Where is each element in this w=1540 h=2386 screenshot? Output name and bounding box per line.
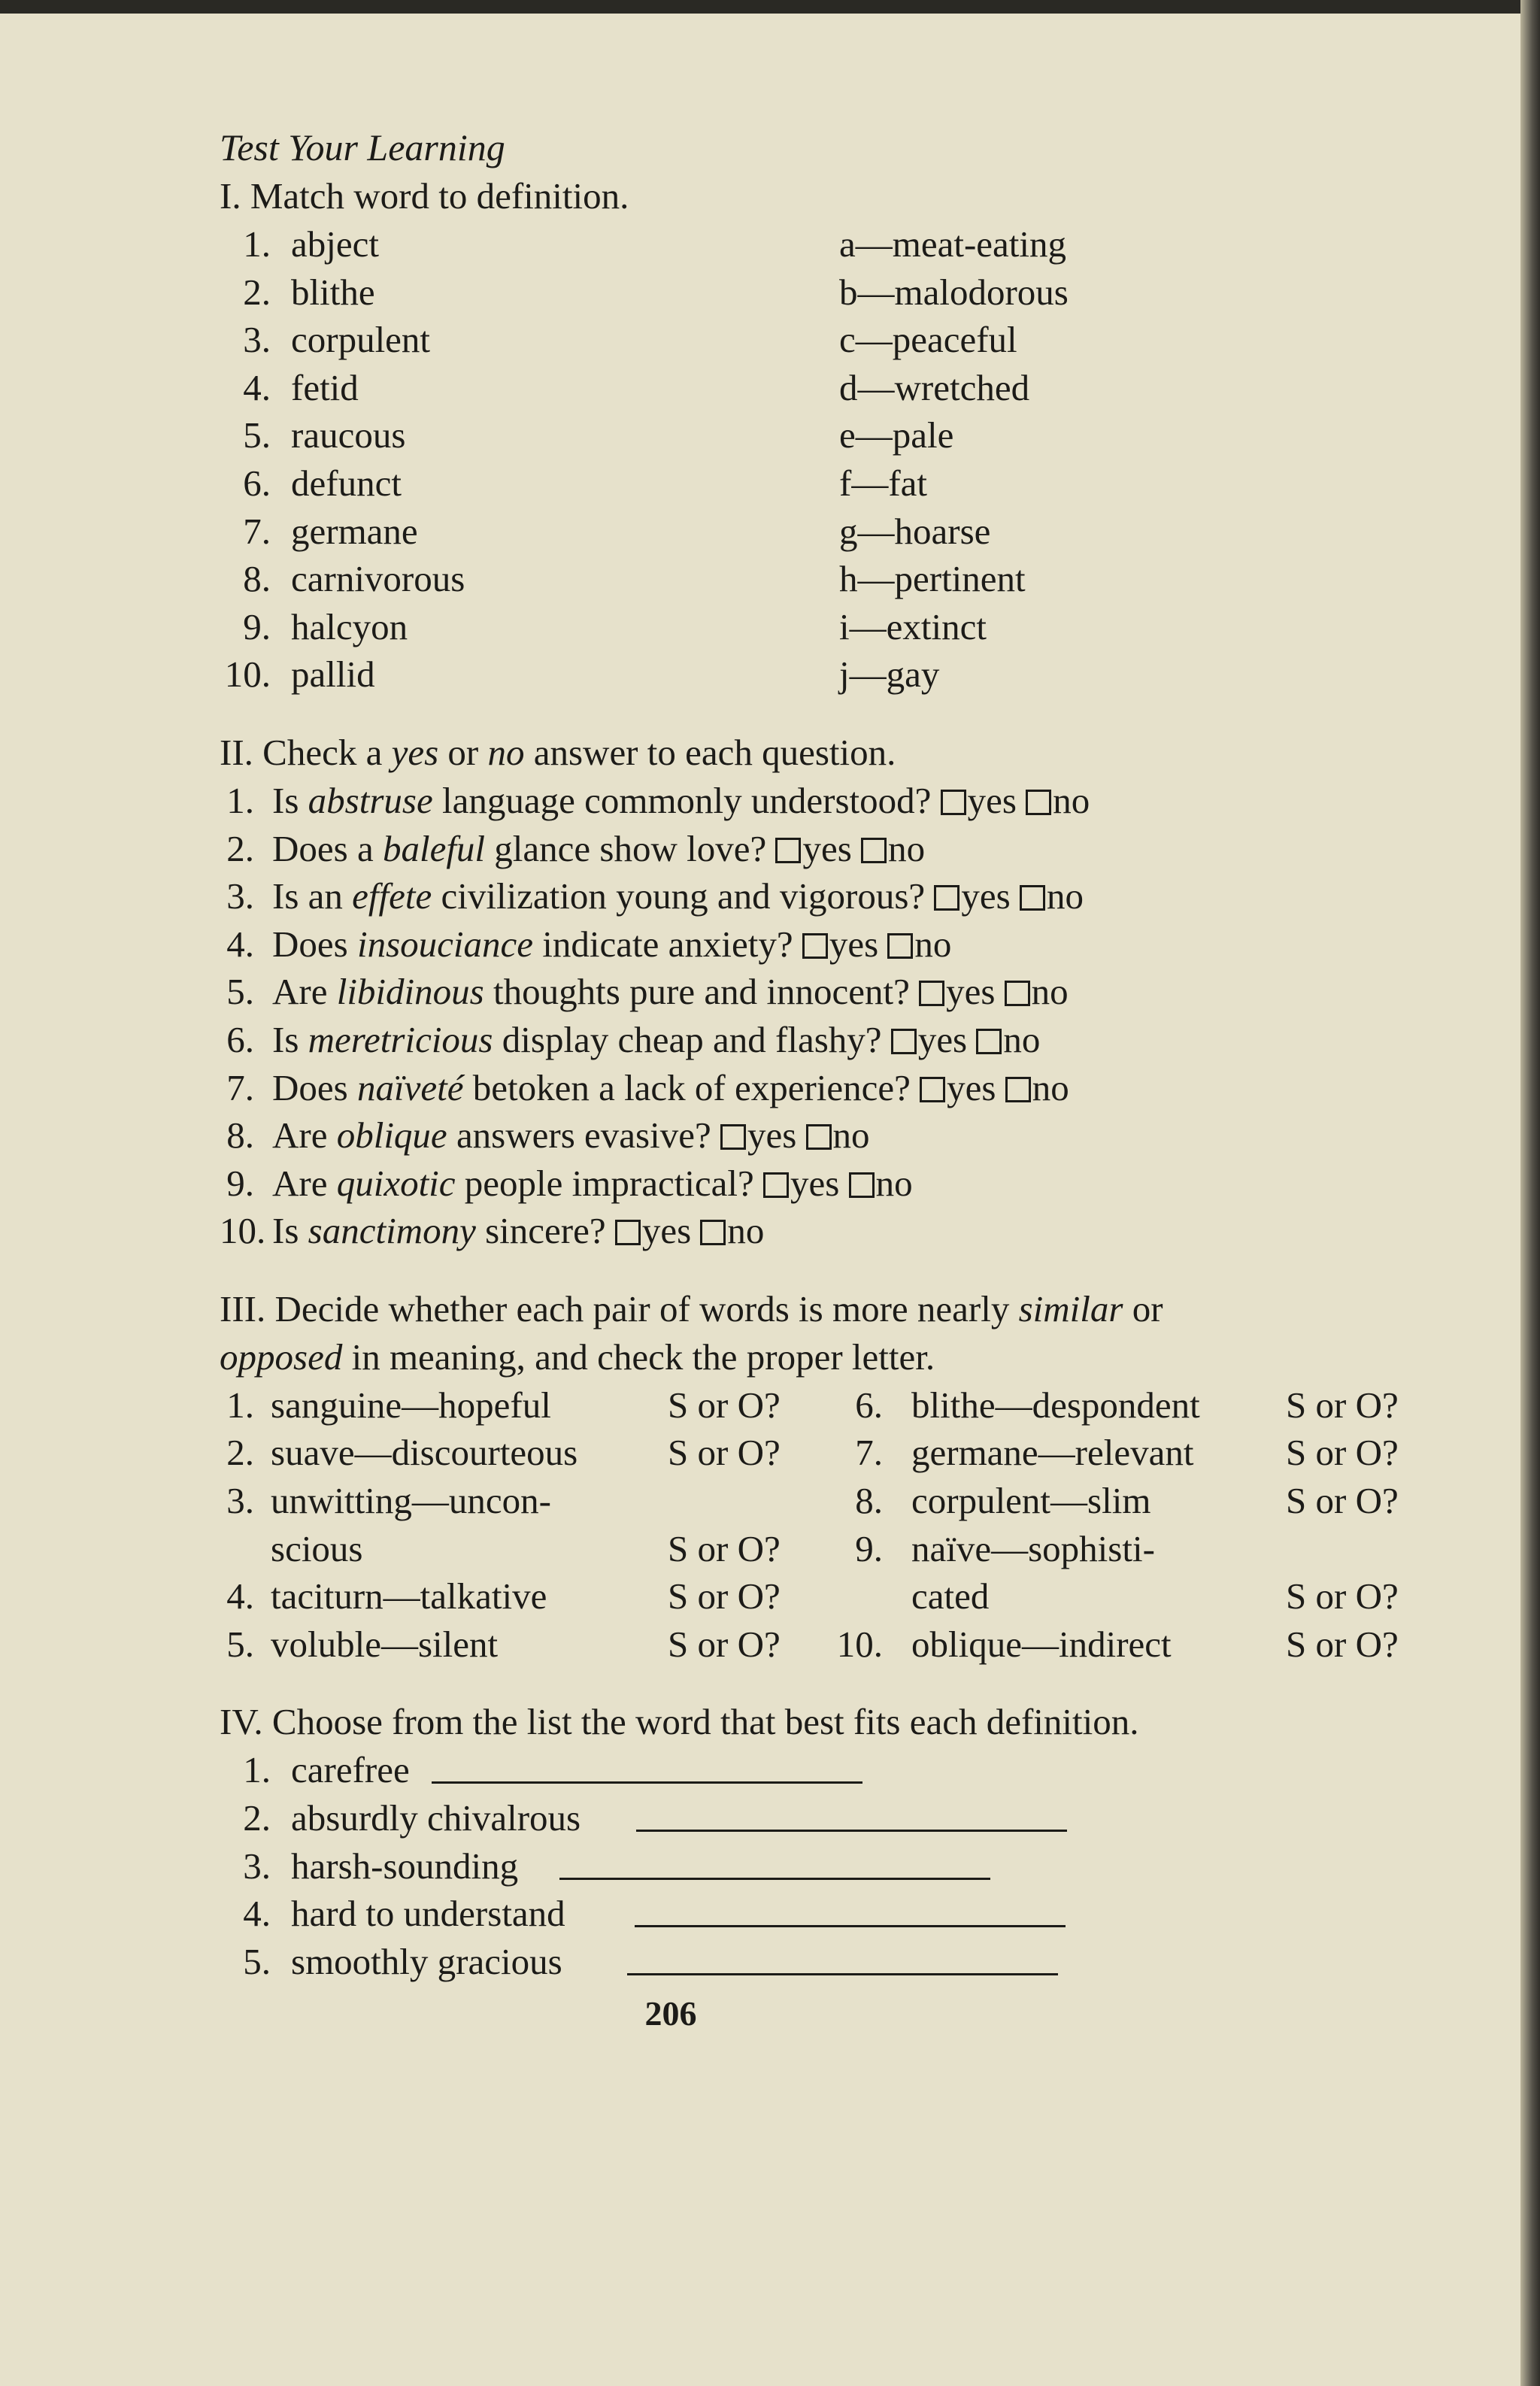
item-number: 7. <box>226 1066 254 1108</box>
match-definition: i—extinct <box>839 605 987 647</box>
yes-checkbox[interactable] <box>920 1077 945 1102</box>
pair-row <box>220 1572 1423 1620</box>
no-label: no <box>1003 1018 1041 1060</box>
item-number: 10. <box>836 1623 883 1665</box>
answer-blank[interactable] <box>559 1878 990 1880</box>
yes-checkbox[interactable] <box>720 1124 746 1150</box>
question-text: Are <box>272 1162 337 1204</box>
question <box>272 968 1069 1016</box>
question-row <box>220 1016 1423 1064</box>
no-checkbox[interactable] <box>976 1029 1002 1054</box>
yes-checkbox[interactable] <box>763 1172 789 1198</box>
question-row <box>220 920 1423 969</box>
match-definition: f—fat <box>839 462 927 504</box>
match-word: defunct <box>291 462 402 504</box>
match-definition: d—wretched <box>839 366 1030 408</box>
item-number: 10. <box>224 653 271 696</box>
definition-text: hard to understand <box>291 1893 565 1935</box>
pair-row <box>220 1620 1423 1669</box>
item-number: 1. <box>226 1384 254 1426</box>
item-number: 7. <box>855 1432 883 1474</box>
word-pair: sanguine—hopeful <box>271 1384 551 1426</box>
question-text: Are <box>272 1114 337 1157</box>
answer-choice[interactable]: S or O? <box>668 1432 781 1474</box>
question-term: oblique <box>336 1114 447 1157</box>
instruction-text: II. Check a <box>220 731 392 773</box>
instruction-yes: yes <box>391 731 439 773</box>
no-label: no <box>914 923 952 965</box>
section-2-instruction <box>220 729 1423 777</box>
item-number: 3. <box>243 319 271 361</box>
yes-label: yes <box>946 971 996 1013</box>
word-pair: unwitting—uncon- <box>271 1480 551 1522</box>
instruction-similar: similar <box>1018 1287 1123 1329</box>
yes-label: yes <box>790 1162 840 1204</box>
answer-blank[interactable] <box>432 1781 862 1784</box>
yes-label: yes <box>802 827 852 869</box>
answer-blank[interactable] <box>635 1925 1066 1927</box>
list-item <box>220 220 1423 268</box>
question-term: sanctimony <box>308 1210 476 1252</box>
item-number: 10. <box>220 1210 266 1252</box>
section-3-grid <box>220 1381 1423 1669</box>
item-number: 3. <box>226 1480 254 1522</box>
item-number: 8. <box>226 1114 254 1157</box>
question-text: Is an <box>272 875 353 917</box>
item-number: 7. <box>243 510 271 552</box>
yes-label: yes <box>829 923 879 965</box>
section-4-list <box>220 1746 1423 1985</box>
question-text: civilization young and vigorous? <box>432 875 926 917</box>
question-text: Does a <box>272 827 383 869</box>
no-label: no <box>875 1162 913 1204</box>
question-row <box>220 968 1423 1016</box>
item-number: 2. <box>226 1432 254 1474</box>
question <box>272 920 951 969</box>
no-checkbox[interactable] <box>700 1220 726 1245</box>
answer-choice[interactable]: S or O? <box>1286 1623 1399 1665</box>
no-label: no <box>1047 875 1084 917</box>
question-text: betoken a lack of experience? <box>463 1066 911 1108</box>
word-pair: oblique—indirect <box>911 1623 1172 1665</box>
item-number: 4. <box>243 1893 271 1935</box>
word-pair: cated <box>911 1575 990 1617</box>
list-item <box>220 508 1423 556</box>
match-word: corpulent <box>291 319 431 361</box>
no-label: no <box>1031 971 1069 1013</box>
item-number: 8. <box>855 1480 883 1522</box>
definition-text: carefree <box>291 1749 410 1791</box>
answer-choice[interactable]: S or O? <box>668 1575 781 1617</box>
question <box>272 825 925 873</box>
yes-label: yes <box>747 1114 797 1157</box>
question-term: abstruse <box>308 779 433 821</box>
yes-label: yes <box>967 779 1017 821</box>
match-word: fetid <box>291 366 359 408</box>
yes-label: yes <box>947 1066 996 1108</box>
yes-checkbox[interactable] <box>941 790 966 815</box>
match-definition: h—pertinent <box>839 558 1026 600</box>
item-number: 9. <box>226 1162 254 1204</box>
instruction-text: or <box>438 731 488 773</box>
section-1-instruction: I. Match word to definition. <box>220 175 629 217</box>
item-number: 9. <box>243 605 271 647</box>
section-1-list <box>220 220 1423 699</box>
question <box>272 1207 764 1255</box>
question-row <box>220 1064 1423 1112</box>
page-number: 206 <box>644 1994 697 2033</box>
item-number: 1. <box>243 223 271 265</box>
list-item <box>220 555 1423 603</box>
answer-choice[interactable]: S or O? <box>1286 1575 1399 1617</box>
answer-choice[interactable]: S or O? <box>1286 1480 1399 1522</box>
word-pair: corpulent—slim <box>911 1480 1151 1522</box>
item-number: 6. <box>243 462 271 504</box>
pair-row <box>220 1525 1423 1573</box>
item-number: 3. <box>226 875 254 917</box>
question-text: answers evasive? <box>447 1114 711 1157</box>
question-text: Does <box>272 1066 357 1108</box>
answer-choice[interactable]: S or O? <box>668 1527 781 1569</box>
page-top-edge <box>0 0 1540 14</box>
match-word: carnivorous <box>291 558 465 600</box>
no-checkbox[interactable] <box>861 838 887 863</box>
question <box>272 1016 1040 1064</box>
list-item <box>220 411 1423 459</box>
question-text: indicate anxiety? <box>533 923 793 965</box>
page-heading: Test Your Learning <box>220 126 505 168</box>
match-definition: e—pale <box>839 414 954 456</box>
item-number: 2. <box>243 271 271 313</box>
item-number: 5. <box>226 1623 254 1665</box>
question <box>272 777 1090 825</box>
item-number: 2. <box>243 1797 271 1839</box>
instruction-no: no <box>487 731 525 773</box>
item-number: 1. <box>226 779 254 821</box>
word-pair: voluble—silent <box>271 1623 499 1665</box>
question-term: effete <box>352 875 432 917</box>
no-checkbox[interactable] <box>1020 885 1045 911</box>
list-item <box>220 603 1423 651</box>
no-checkbox[interactable] <box>1026 790 1051 815</box>
question-row <box>220 1160 1423 1208</box>
question-term: libidinous <box>336 971 484 1013</box>
yes-checkbox[interactable] <box>919 981 944 1006</box>
question-row <box>220 872 1423 920</box>
section-4-instruction: IV. Choose from the list the word that best fits each definition. <box>220 1701 1139 1743</box>
item-number: 5. <box>243 414 271 456</box>
no-checkbox[interactable] <box>887 933 913 959</box>
list-item <box>220 459 1423 508</box>
no-checkbox[interactable] <box>849 1172 875 1198</box>
pair-row <box>220 1429 1423 1477</box>
match-definition: a—meat-eating <box>839 223 1067 265</box>
question-text: Is <box>272 779 308 821</box>
question-text: glance show love? <box>485 827 767 869</box>
word-pair: scious <box>271 1527 363 1569</box>
instruction-text: or <box>1123 1287 1163 1329</box>
yes-checkbox[interactable] <box>615 1220 641 1245</box>
item-number: 6. <box>855 1384 883 1426</box>
item-number: 5. <box>243 1940 271 1982</box>
question-term: insouciance <box>356 923 534 965</box>
yes-label: yes <box>917 1018 968 1060</box>
fill-in-row <box>220 1890 1423 1938</box>
match-word: pallid <box>291 653 375 696</box>
question-text: thoughts pure and innocent? <box>484 971 910 1013</box>
section-3-instruction-line-1 <box>220 1285 1423 1333</box>
item-number: 6. <box>226 1018 254 1060</box>
yes-label: yes <box>961 875 1011 917</box>
fill-in-row <box>220 1794 1423 1842</box>
fill-in-row <box>220 1746 1423 1794</box>
word-pair: taciturn—talkative <box>271 1575 547 1617</box>
question-row <box>220 1207 1423 1255</box>
no-label: no <box>1032 1066 1069 1108</box>
question-text: display cheap and flashy? <box>493 1018 882 1060</box>
yes-label: yes <box>641 1210 692 1252</box>
yes-checkbox[interactable] <box>934 885 959 911</box>
item-number: 4. <box>226 1575 254 1617</box>
definition-text: absurdly chivalrous <box>291 1797 581 1839</box>
item-number: 8. <box>243 558 271 600</box>
question-term: naïveté <box>356 1066 464 1108</box>
match-word: raucous <box>291 414 406 456</box>
question <box>272 1064 1069 1112</box>
instruction-text: answer to each question. <box>524 731 896 773</box>
question-text: Does <box>272 923 357 965</box>
word-pair: blithe—despondent <box>911 1384 1200 1426</box>
pair-row <box>220 1381 1423 1429</box>
match-word: germane <box>291 510 418 552</box>
yes-checkbox[interactable] <box>891 1029 917 1054</box>
question-text: sincere? <box>475 1210 606 1252</box>
page-content <box>220 124 1423 2038</box>
question-text: Is <box>272 1210 308 1252</box>
item-number: 1. <box>243 1749 271 1791</box>
fill-in-row <box>220 1938 1423 1986</box>
question-term: meretricious <box>308 1018 493 1060</box>
match-word: abject <box>291 223 379 265</box>
word-pair: germane—relevant <box>911 1432 1194 1474</box>
question-text: Is <box>272 1018 308 1060</box>
list-item <box>220 316 1423 364</box>
question <box>272 1160 913 1208</box>
question-term: baleful <box>382 827 486 869</box>
question-term: quixotic <box>336 1162 456 1204</box>
item-number: 2. <box>226 827 254 869</box>
question-text: people impractical? <box>455 1162 754 1204</box>
match-word: blithe <box>291 271 375 313</box>
section-2-list <box>220 777 1423 1255</box>
match-definition: b—malodorous <box>839 271 1069 313</box>
match-definition: j—gay <box>839 653 940 696</box>
definition-text: harsh-sounding <box>291 1845 519 1887</box>
fill-in-row <box>220 1842 1423 1890</box>
answer-blank[interactable] <box>636 1830 1067 1832</box>
question-row <box>220 777 1423 825</box>
section-3-instruction-line-2 <box>220 1333 1423 1381</box>
no-label: no <box>727 1210 765 1252</box>
yes-checkbox[interactable] <box>775 838 801 863</box>
answer-choice[interactable]: S or O? <box>1286 1384 1399 1426</box>
question-text: language commonly understood? <box>432 779 932 821</box>
item-number: 3. <box>243 1845 271 1887</box>
match-definition: g—hoarse <box>839 510 991 552</box>
page-binding-edge <box>1520 0 1540 2386</box>
item-number: 9. <box>855 1527 883 1569</box>
answer-choice[interactable]: S or O? <box>668 1384 781 1426</box>
question <box>272 872 1084 920</box>
instruction-opposed: opposed <box>220 1335 343 1378</box>
item-number: 4. <box>243 366 271 408</box>
instruction-text: III. Decide whether each pair of words is more nearly <box>220 1287 1019 1329</box>
question-text: Are <box>272 971 337 1013</box>
question-row <box>220 825 1423 873</box>
answer-choice[interactable]: S or O? <box>1286 1432 1399 1474</box>
item-number: 4. <box>226 923 254 965</box>
list-item <box>220 650 1423 699</box>
item-number: 5. <box>226 971 254 1013</box>
no-checkbox[interactable] <box>806 1124 832 1150</box>
word-pair: suave—discourteous <box>271 1432 578 1474</box>
match-word: halcyon <box>291 605 408 647</box>
match-definition: c—peaceful <box>839 319 1017 361</box>
pair-row <box>220 1477 1423 1525</box>
no-label: no <box>1053 779 1090 821</box>
no-checkbox[interactable] <box>1005 981 1030 1006</box>
no-label: no <box>888 827 926 869</box>
list-item <box>220 364 1423 412</box>
question <box>272 1111 870 1160</box>
word-pair: naïve—sophisti- <box>911 1527 1155 1569</box>
answer-blank[interactable] <box>627 1973 1058 1975</box>
answer-choice[interactable]: S or O? <box>668 1623 781 1665</box>
yes-checkbox[interactable] <box>802 933 828 959</box>
question-row <box>220 1111 1423 1160</box>
definition-text: smoothly gracious <box>291 1940 562 1982</box>
instruction-text: in meaning, and check the proper letter. <box>342 1335 935 1378</box>
list-item <box>220 268 1423 317</box>
no-checkbox[interactable] <box>1005 1077 1031 1102</box>
no-label: no <box>832 1114 870 1157</box>
